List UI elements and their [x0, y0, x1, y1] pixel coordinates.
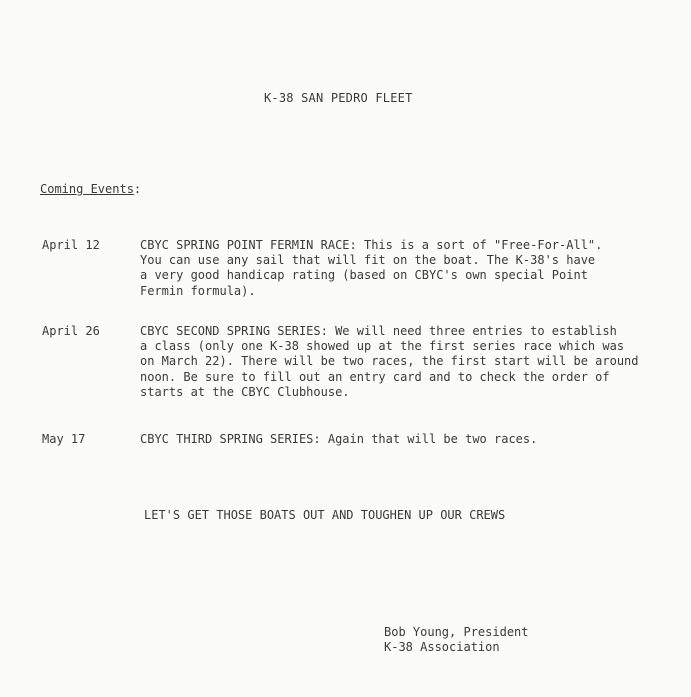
event-line: noon. Be sure to fill out an entry card and to check the order of — [140, 369, 610, 384]
document-title: K-38 SAN PEDRO FLEET — [264, 91, 413, 105]
event-date: April 12 — [42, 238, 100, 252]
event-line: CBYC THIRD SPRING SERIES: Again that will be two races. — [140, 432, 538, 446]
event-description — [140, 324, 660, 400]
event-line: a class (only one K-38 showed up at the first series race which was — [140, 339, 625, 354]
slogan: LET'S GET THOSE BOATS OUT AND TOUGHEN UP OUR CREWS — [144, 508, 506, 522]
event-line: on March 22). There will be two races, the first start will be around — [140, 354, 639, 369]
section-heading-text: Coming Events — [40, 182, 134, 196]
event-date: May 17 — [42, 432, 86, 446]
event-date: April 26 — [42, 324, 100, 338]
event-line: CBYC SPRING POINT FERMIN RACE: This is a sort of "Free-For-All". — [140, 238, 603, 252]
event-line: Fermin formula). — [140, 283, 256, 298]
signature-block — [384, 625, 529, 655]
section-heading-colon: : — [133, 182, 142, 196]
event-line: a very good handicap rating (based on CBYC's own special Point — [140, 268, 588, 283]
event-line: starts at the CBYC Clubhouse. — [140, 384, 350, 399]
signature-organization: K-38 Association — [384, 640, 500, 654]
signature-name: Bob Young, President — [384, 625, 529, 639]
event-line: CBYC SECOND SPRING SERIES: We will need three entries to establish — [140, 324, 617, 338]
section-heading — [40, 182, 141, 196]
event-description — [140, 432, 660, 447]
event-description — [140, 238, 660, 299]
event-line: You can use any sail that will fit on the boat. The K-38's have — [140, 253, 596, 268]
